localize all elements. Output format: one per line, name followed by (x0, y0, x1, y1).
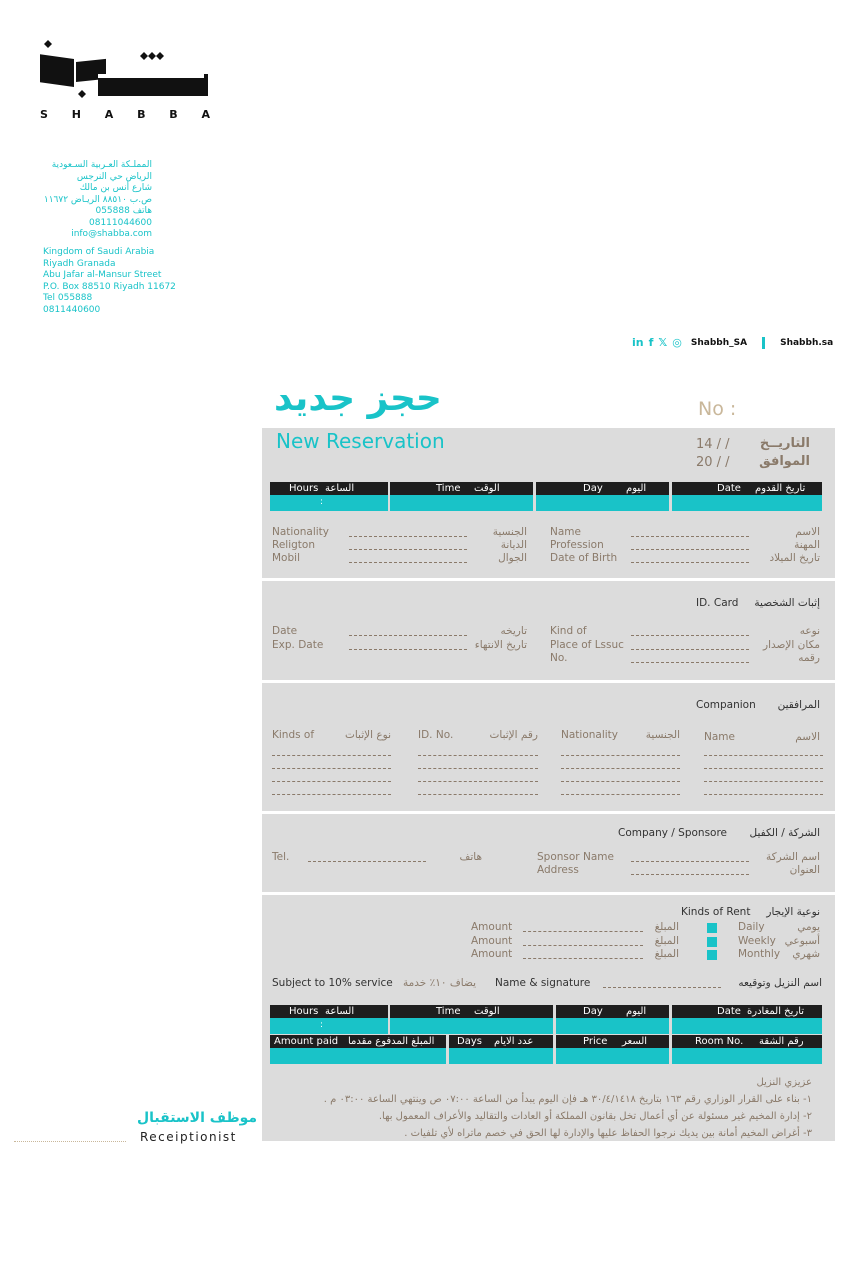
companion-field[interactable] (561, 781, 680, 782)
companion-field[interactable] (704, 755, 823, 756)
companion-field[interactable] (272, 768, 391, 769)
address-arabic: المملـكة العـربية السـعودية الرياض حي النرجس شارع أنس بن مالك ص.ب ٨٨٥١٠ الريـاض ١١٦٧٢ هاتف 055888 08111044600 info@shabba.com (43, 160, 152, 239)
weekly-label-ar: أسبوعي (784, 935, 820, 947)
monthly-label: Monthly (738, 948, 781, 960)
profession-field[interactable] (631, 549, 749, 550)
arrival-date-cell[interactable] (672, 495, 822, 511)
daily-label: Daily (738, 921, 765, 933)
daily-label-ar: يومي (797, 921, 820, 933)
dob-label-ar: تاريخ الميلاد (769, 552, 820, 564)
arrival-hours-cell[interactable]: : (270, 495, 388, 511)
company-heading-ar: الشركة / الكفيل (749, 827, 820, 839)
room-no-cell[interactable] (672, 1048, 822, 1064)
title-arabic: حجز جديد (274, 378, 442, 419)
price-cell[interactable] (556, 1048, 669, 1064)
companion-field[interactable] (561, 755, 680, 756)
religion-label: Religton (272, 539, 315, 551)
weekly-checkbox[interactable] (707, 937, 717, 947)
arrival-time-cell[interactable] (390, 495, 533, 511)
mobile-field[interactable] (349, 562, 467, 563)
id-kind-label-ar: نوعه (799, 625, 820, 637)
rent-heading-ar: نوعية الإيجار (766, 906, 820, 918)
monthly-checkbox[interactable] (707, 950, 717, 960)
sponsor-name-field[interactable] (631, 861, 749, 862)
mobile-label: Mobil (272, 552, 300, 564)
social-handle: Shabbh_SA (690, 337, 748, 348)
id-place-label: Place of Lssuc (550, 639, 624, 651)
companion-name-label: Name (704, 731, 735, 743)
id-exp-date-label-ar: تاريخ الانتهاء (474, 639, 527, 651)
address-english: Kingdom of Saudi Arabia Riyadh Granada Abu Jafar al-Mansur Street P.O. Box 88510 Riyadh 11672 Tel 055888 0811440600 (43, 247, 176, 315)
mobile-label-ar: الجوال (498, 552, 527, 564)
name-field[interactable] (631, 536, 749, 537)
name-label-ar: الاسم (795, 526, 820, 538)
days-header: Days عدد الايام (449, 1035, 553, 1048)
company-heading: Company / Sponsore (618, 827, 728, 839)
id-date-label: Date (272, 625, 298, 637)
facebook-icon: f (648, 336, 654, 349)
companion-kinds-label: Kinds of (272, 729, 315, 741)
tel-field[interactable] (308, 861, 426, 862)
nationality-field[interactable] (349, 536, 467, 537)
profession-label-ar: المهنة (794, 539, 820, 551)
companion-field[interactable] (704, 781, 823, 782)
amount-label: Amount (471, 948, 513, 960)
amount-paid-cell[interactable] (270, 1048, 446, 1064)
companion-field[interactable] (272, 781, 391, 782)
companion-field[interactable] (561, 794, 680, 795)
companion-nationality-label-ar: الجنسية (645, 729, 680, 741)
companion-name-label-ar: الاسم (795, 731, 820, 743)
id-no-label: No. (550, 652, 568, 664)
departure-hours-header: Hours الساعة (270, 1005, 388, 1018)
days-cell[interactable] (449, 1048, 553, 1064)
companion-id-label-ar: رقم الإثبات (489, 729, 538, 741)
companion-field[interactable] (418, 768, 538, 769)
logo-letters: S H A B B A (40, 108, 210, 121)
nationality-label: Nationality (272, 526, 330, 538)
companion-field[interactable] (561, 768, 680, 769)
weekly-amount-field[interactable] (523, 945, 643, 946)
dob-label: Date of Birth (550, 552, 618, 564)
departure-day-cell[interactable] (556, 1018, 669, 1034)
religion-label-ar: الديانة (500, 539, 527, 551)
rule-item: ٢- إدارة المخيم غير مسئولة عن أي أعمال تخل بقانون المملكة أو العادات والتقاليد والأعراف المعمول بها. (378, 1111, 812, 1122)
shabba-logo (38, 40, 213, 102)
guest-rules (270, 1074, 812, 1142)
signature-label-ar: اسم النزيل وتوقيعه (738, 977, 822, 989)
monthly-label-ar: شهري (792, 948, 820, 960)
weekly-label: Weekly (738, 935, 776, 947)
departure-time-cell[interactable] (390, 1018, 553, 1034)
id-kind-label: Kind of (550, 625, 587, 637)
title-english: New Reservation (276, 429, 445, 453)
rule-item: ١- بناء على القرار الوزاري رقم ١٦٣ بتاريخ ٣٠/٤/١٤١٨ هـ فإن اليوم يبدأ من الساعة ٠٧:٠٠ ص وينتهي الساعة ٠٣:٠٠ م . (323, 1094, 812, 1105)
arrival-day-cell[interactable] (536, 495, 669, 511)
nationality-label-ar: الجنسية (492, 526, 527, 538)
companion-id-label: ID. No. (418, 729, 454, 741)
religion-field[interactable] (349, 549, 467, 550)
amount-label-ar: المبلغ (654, 948, 679, 960)
amount-label: Amount (471, 921, 513, 933)
tel-label: Tel. (272, 851, 290, 863)
service-note-ar: يضاف ١٠٪ خدمة (403, 977, 476, 989)
profession-label: Profession (550, 539, 604, 551)
sponsor-name-label: Sponsor Name (537, 851, 614, 863)
date-fields: 14 / / 20 / / (696, 437, 730, 470)
tel-label-ar: هاتف (459, 851, 482, 863)
id-date-label-ar: تاريخه (500, 625, 527, 637)
id-place-label-ar: مكان الإصدار (763, 639, 820, 651)
companion-field[interactable] (272, 794, 391, 795)
departure-day-header: Day اليوم (556, 1005, 669, 1018)
id-kind-field[interactable] (631, 635, 749, 636)
companion-kinds-label-ar: نوع الإثبات (344, 729, 391, 741)
social-bar (632, 336, 833, 349)
x-icon: 𝕏 (658, 336, 668, 349)
id-exp-date-field[interactable] (349, 649, 467, 650)
arrival-table-header: Hours الساعة (270, 482, 388, 495)
departure-date-cell[interactable] (672, 1018, 822, 1034)
website: Shabbh.sa (780, 337, 834, 348)
receptionist-label-ar: موظف الاستقبال (137, 1110, 258, 1126)
divider (762, 337, 765, 349)
address-label-ar: العنوان (789, 864, 820, 876)
daily-checkbox[interactable] (707, 923, 717, 933)
companion-field[interactable] (704, 768, 823, 769)
departure-date-header: Date تاريخ المغادرة (672, 1005, 822, 1018)
companion-field[interactable] (272, 755, 391, 756)
companion-field[interactable] (418, 794, 538, 795)
departure-time-header: Time الوقت (390, 1005, 553, 1018)
linkedin-icon: in (632, 336, 644, 349)
dob-field[interactable] (631, 562, 749, 563)
amount-label-ar: المبلغ (654, 921, 679, 933)
arrival-time-header: Time الوقت (390, 482, 533, 495)
address-label: Address (537, 864, 579, 876)
rule-item: ٣- أغراض المخيم أمانة بين يديك نرجوا الحفاظ عليها والإدارة لها الحق في خصم ماتراه لأي تلفيات . (404, 1128, 812, 1139)
rent-heading: Kinds of Rent (681, 906, 751, 918)
room-no-header: Room No. رقم الشقة (672, 1035, 822, 1048)
receptionist-label: Receiptionist (140, 1130, 237, 1144)
id-card-heading-ar: إثبات الشخصية (754, 597, 820, 609)
receptionist-signature-line[interactable] (14, 1141, 126, 1142)
signature-field[interactable] (603, 987, 721, 988)
id-no-field[interactable] (631, 662, 749, 663)
amount-label-ar: المبلغ (654, 935, 679, 947)
address-field[interactable] (631, 874, 749, 875)
companion-nationality-label: Nationality (561, 729, 619, 741)
date-labels-arabic: التاريــخ الموافق (759, 436, 810, 469)
instagram-icon: ◎ (672, 336, 682, 349)
monthly-amount-field[interactable] (523, 958, 643, 959)
arrival-day-header: Day اليوم (536, 482, 669, 495)
name-label: Name (550, 526, 581, 538)
amount-paid-header: Amount paid المبلغ المدفوع مقدما (270, 1035, 446, 1048)
id-no-label-ar: رقمه (798, 652, 820, 664)
reservation-number-label: No : (698, 398, 737, 420)
id-place-field[interactable] (631, 649, 749, 650)
id-date-field[interactable] (349, 635, 467, 636)
companion-heading-ar: المرافقين (777, 699, 820, 711)
rules-greeting: عزيزي النزيل (756, 1077, 812, 1088)
arrival-date-header: Date تاريخ القدوم (672, 482, 822, 495)
daily-amount-field[interactable] (523, 931, 643, 932)
companion-field[interactable] (704, 794, 823, 795)
departure-hours-cell[interactable]: : (270, 1018, 388, 1034)
id-exp-date-label: Exp. Date (272, 639, 324, 651)
id-card-heading: ID. Card (696, 597, 739, 609)
price-header: Price السعر (556, 1035, 669, 1048)
companion-field[interactable] (418, 781, 538, 782)
sponsor-name-label-ar: اسم الشركة (766, 851, 820, 863)
signature-label: Name & signature (495, 977, 591, 989)
companion-field[interactable] (418, 755, 538, 756)
companion-heading: Companion (696, 699, 756, 711)
service-note: Subject to 10% service (272, 977, 393, 989)
amount-label: Amount (471, 935, 513, 947)
